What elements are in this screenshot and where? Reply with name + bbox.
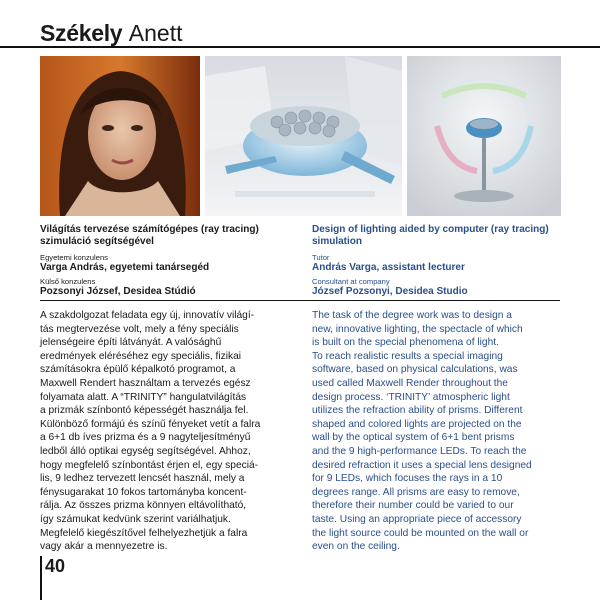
hungarian-title: Világítás tervezése számítógépes (ray tracing) szimuláció segítségével (40, 224, 259, 247)
en-line: taste. Using an appropriate piece of accessory (312, 513, 522, 525)
hungarian-tutor-name: Varga András, egyetemi tanársegéd (40, 262, 210, 273)
hu-line: vagy akár a mennyezetre is. (40, 541, 168, 553)
english-body-text (312, 309, 562, 554)
hu-line: rálja. Az összes prizma könnyen eltávolítható, (40, 500, 247, 512)
english-external-name: József Pozsonyi, Desidea Studio (312, 286, 468, 297)
hungarian-external-name: Pozsonyi József, Desidea Stúdió (40, 286, 196, 297)
page-number: 40 (45, 556, 66, 576)
hungarian-tutor-label: Egyetemi konzulens (40, 253, 108, 262)
hu-line: lis, 9 ledhez tervezett lencsét használ, mely a (40, 473, 245, 485)
section-divider (40, 300, 560, 301)
hu-line: fénysugarakat 10 fokos tartományba koncent- (40, 486, 247, 498)
en-line: To reach realistic results a special imaging (312, 350, 503, 362)
hu-line: A szakdolgozat feladata egy új, innovatív világí- (40, 310, 255, 321)
en-line: and the 9 high-performance LEDs. To reach the (312, 445, 527, 457)
en-line: utilizes the refraction ability of prisms. Different (312, 405, 523, 417)
hu-line: a 6+1 db íves prizma és a 9 nagyteljesítményű (40, 432, 251, 444)
en-line: is built on the special phenomena of light. (312, 337, 499, 349)
en-line: for 9 LEDs, which focuses the rays in a 10 (312, 473, 503, 485)
english-tutor-label: Tutor (312, 253, 330, 262)
header-rule (0, 46, 600, 48)
en-line: new, innovative lighting, the spectacle of which (312, 323, 523, 335)
hu-line: jelenségeire építi látványát. A valósághű (40, 337, 222, 349)
en-line: software, based on physical calculations, was (312, 364, 518, 376)
en-line: even on the ceiling. (312, 541, 400, 553)
en-line: the light source could be mounted on the wall or (312, 527, 529, 539)
lamp-render-full (407, 56, 561, 216)
author-last-name: Székely (40, 20, 123, 46)
en-line: used called Maxwell Render throughout the (312, 377, 508, 389)
hu-line: Különböző formájú és színű fényeket vetít a falra (40, 418, 261, 430)
hu-line: tás megtervezése volt, mely a fény speciális (40, 323, 239, 335)
en-line: wall by the optical system of 6+1 bent prisms (312, 432, 515, 444)
hu-line: Maxwell Rendert használtam a tervezés egész (40, 377, 251, 389)
en-line: The task of the degree work was to design a (312, 310, 512, 321)
english-tutor-name: András Varga, assistant lecturer (312, 262, 465, 273)
hu-line: számításokra épülő képalkotó programot, a (40, 364, 236, 376)
en-line: degrees range. All prisms are easy to remove, (312, 486, 520, 498)
hungarian-external-label: Külső konzulens (40, 277, 96, 286)
en-line: therefore their number could be varied to our (312, 500, 514, 512)
page-number-bar (40, 556, 42, 600)
lamp-render-closeup (205, 56, 402, 216)
en-line: desired refraction it uses a special lens designed (312, 459, 532, 471)
hu-line: hogy megfelelő színbontást érjen el, egy speciá- (40, 459, 259, 471)
author-first-name: Anett (128, 20, 183, 46)
en-line: design process. ‘TRINITY’ atmospheric light (312, 391, 510, 403)
en-line: shaped and colored lights are projected on the (312, 418, 522, 430)
english-external-label: Consultant at company (312, 277, 390, 286)
hu-line: ledből álló optikai egység segítségével. Ahhoz, (40, 445, 251, 457)
english-title: Design of lighting aided by computer (ray tracing) simulation (312, 224, 549, 247)
hu-line: folyamata alatt. A “TRINITY” hangulatvilágítás (40, 391, 247, 403)
hu-line: így számukat kedvünk szerint variálhatjuk. (40, 513, 231, 525)
author-portrait-photo (40, 56, 200, 216)
hungarian-body-text (40, 309, 288, 554)
hu-line: eredmények eléréséhez egy speciális, fizikai (40, 350, 242, 362)
hu-line: Megfelelő kiegészítővel felhelyezhetjük a falra (40, 527, 248, 539)
hu-line: a prizmák színbontó képességét használja fel. (40, 405, 249, 417)
